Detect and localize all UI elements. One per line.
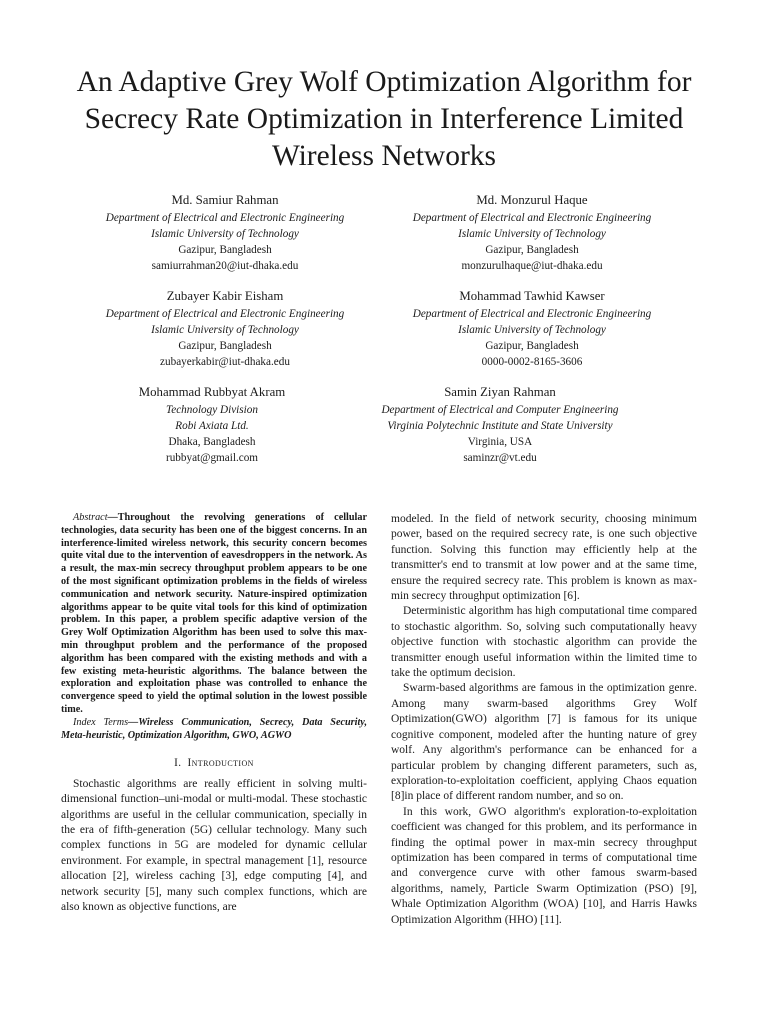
author-contact: rubbyat@gmail.com [165,452,258,464]
author-organization: Islamic University of Technology [458,324,606,336]
author-contact: zubayerkabir@iut-dhaka.edu [160,356,290,368]
index-terms [61,717,367,743]
author-block [367,192,697,274]
author-department: Department of Electrical and Computer Engineering [381,404,619,416]
author-department: Department of Electrical and Electronic Engineering [105,308,345,320]
author-location: Gazipur, Bangladesh [485,340,579,352]
paper-title [40,64,728,175]
author-department: Technology Division [166,404,258,416]
author-block [112,384,312,466]
author-organization: Islamic University of Technology [151,228,299,240]
section-heading [61,756,367,771]
body-paragraph: Swarm-based algorithms are famous in the optimization genre. Among many swarm-based algorithms Grey Wolf Optimization(GWO) algorithm [7] is famous for its unique cognitive component, modeled after the hunting nature of grey wolf. Any algorithm's performance can be enhanced for a particular problem by changing different parameters, such as, exploration-to-exploitation coefficient, applying Chaos equation [8]in place of different random number, and so on. [391,682,697,803]
index-terms-lead: Index Terms [73,716,129,728]
title-line: Wireless Networks [271,140,497,172]
author-name: Md. Monzurul Haque [476,193,588,207]
author-department: Department of Electrical and Electronic Engineering [412,212,652,224]
author-block [60,288,390,370]
author-block [367,288,697,370]
author-contact: saminzr@vt.edu [463,452,537,464]
author-department: Department of Electrical and Electronic Engineering [412,308,652,320]
author-location: Dhaka, Bangladesh [168,436,256,448]
author-location: Virginia, USA [467,436,533,448]
author-name: Mohammad Tawhid Kawser [459,289,605,303]
section-title: Introduction [187,757,254,770]
author-organization: Robi Axiata Ltd. [175,420,249,432]
index-terms-text: —Wireless Communication, Secrecy, Data Security, Meta-heuristic, Optimization Algorithm, GWO, AGWO [61,716,367,741]
author-location: Gazipur, Bangladesh [178,244,272,256]
author-contact: samiurrahman20@iut-dhaka.edu [151,260,299,272]
abstract [61,512,367,717]
author-location: Gazipur, Bangladesh [178,340,272,352]
author-block [342,384,658,466]
title-line: An Adaptive Grey Wolf Optimization Algorithm for [76,66,692,98]
body-paragraph: Deterministic algorithm has high computational time compared to stochastic algorithm. So, solving such computationally heavy objective function with stochastic algorithm can provide the transmitter enough useful information within the limited time to take the optimum decision. [391,605,697,680]
body-paragraph: In this work, GWO algorithm's exploration-to-exploitation coefficient was changed for this problem, and its performance in finding the optimal power in max-min secrecy throughput optimization has been compared in terms of computational time and convergence curve with other famous swarm-based algorithms, namely, Particle Swarm Optimization (PSO) [9], Whale Optimization Algorithm (WOA) [10], and Harris Hawks Optimization Algorithm (HHO) [11]. [391,805,697,926]
abstract-lead: Abstract [73,512,108,523]
author-department: Department of Electrical and Electronic Engineering [105,212,345,224]
author-organization: Islamic University of Technology [151,324,299,336]
abstract-text: —Throughout the revolving generations of cellular technologies, data security has been one of the biggest concerns. In an interference-limited wireless network, this security concern becomes quite vital due to the intervention of eavesdroppers in the network. As a result, the max-min secrecy throughput problem appears to be one of the most significant optimization problems in the fields of wireless communication and network security. Nature-inspired optimization algorithms appear to be quite vital tools for this kind of optimization problem. In this paper, a problem specific adaptive version of the Grey Wolf Optimization Algorithm has been used to solve this max-min throughput problem and the performance of the proposed algorithm has been compared with the existing methods and with a few existing meta-heuristic algorithms. The balance between the exploration and exploitation phase was controlled to enhance the convergence speed to yield the optimal solution in the lowest possible time. [61,512,367,715]
author-location: Gazipur, Bangladesh [485,244,579,256]
author-name: Zubayer Kabir Eisham [166,289,284,303]
author-name: Md. Samiur Rahman [171,193,279,207]
author-name: Mohammad Rubbyat Akram [138,385,286,399]
author-contact: monzurulhaque@iut-dhaka.edu [461,260,603,272]
title-line: Secrecy Rate Optimization in Interference Limited [84,103,684,135]
section-number: I. [174,757,182,770]
author-organization: Virginia Polytechnic Institute and State University [387,420,613,432]
author-contact: 0000-0002-8165-3606 [481,356,583,368]
author-block [60,192,390,274]
right-column [391,512,697,928]
body-paragraph: modeled. In the field of network security, choosing minimum power, based on the required secrecy rate, is one such objective function. Solving this function may efficiently help at the transmitter's end to transmit at low power and at the same time, ensure the required secrecy rate. This problem is known as max-min secrecy throughput optimization [6]. [391,513,697,603]
body-paragraph: Stochastic algorithms are really efficient in solving multi-dimensional function–uni-modal or multi-modal. These stochastic algorithms are useful in the cellular communication, specially in the era of fifth-generation (5G) cellular technology. Many such complex functions in 5G are modeled for dynamic cellular environment. For example, in spectral management [1], resource allocation [2], wireless caching [3], edge computing [4], and network security [5], many such complex functions, which are also known as objective functions, are [61,777,367,913]
author-organization: Islamic University of Technology [458,228,606,240]
author-name: Samin Ziyan Rahman [444,385,556,399]
left-column [61,512,367,915]
